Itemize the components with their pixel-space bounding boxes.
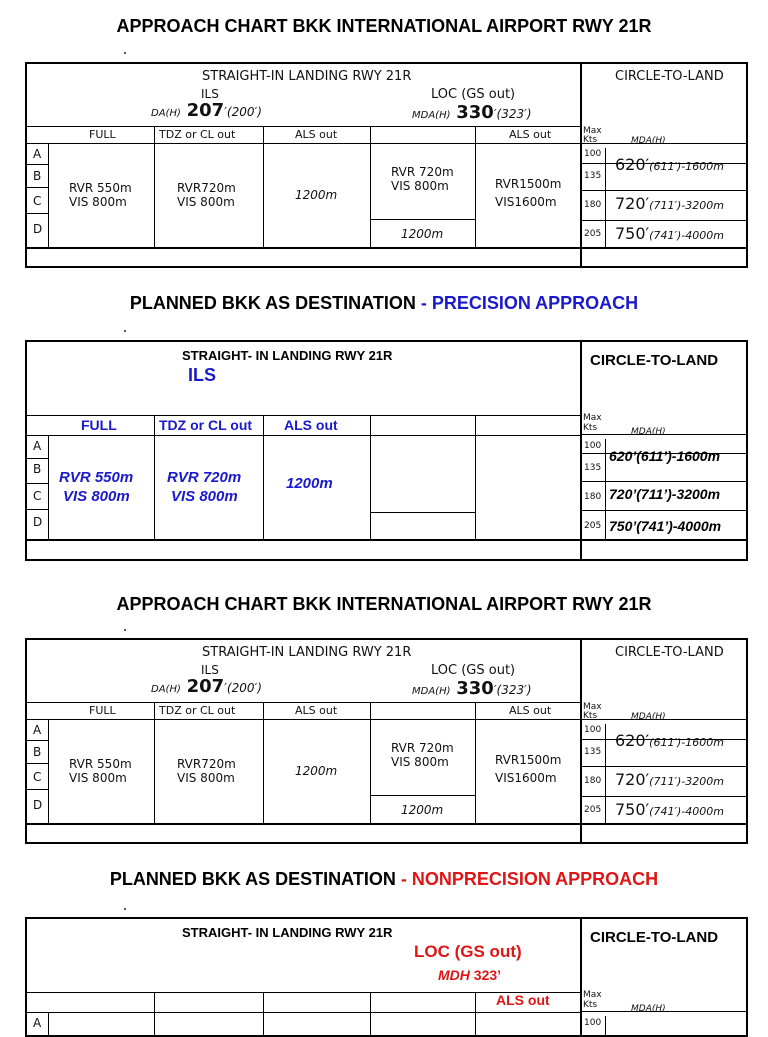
speed-100: 100 [584, 725, 602, 735]
loc-d-value: 1200m [401, 227, 444, 241]
category-a: A [33, 439, 42, 453]
category-a: A [33, 723, 42, 737]
kts-label: Kts [583, 1000, 598, 1010]
col-als-out-loc: ALS out [509, 704, 552, 717]
ctl-minimum-1: 620′(611′)-1600m [615, 731, 724, 750]
tdz-rvr: RVR720m [177, 181, 236, 195]
col-als-out: ALS out [295, 128, 338, 141]
nonprecision-heading: PLANNED BKK AS DESTINATION - NONPRECISION APPROACH [109, 869, 659, 889]
da-value: DA(H) 207′(200′) [151, 676, 262, 697]
speed-135: 135 [584, 747, 602, 757]
speed-100: 100 [584, 441, 602, 451]
ctl-mda-label: MDA(H) [631, 427, 666, 437]
category-a: A [33, 147, 42, 161]
ctl-minimum-2: 720’(711’)-3200m [609, 486, 721, 502]
circle-to-land-title: CIRCLE-TO-LAND [590, 929, 719, 946]
speed-180: 180 [584, 492, 602, 502]
ctl-mda-label: MDA(H) [631, 712, 666, 722]
circle-to-land-title: CIRCLE-TO-LAND [590, 352, 719, 369]
ils-label: ILS [201, 87, 219, 101]
category-d: D [33, 515, 43, 529]
dot-mark [124, 908, 126, 910]
loc-label: LOC (GS out) [414, 942, 522, 961]
ctl-minimum-3: 750’(741’)-4000m [609, 518, 722, 534]
chart-heading-1: APPROACH CHART BKK INTERNATIONAL AIRPORT RWY 21R [116, 16, 652, 36]
max-label: Max [583, 126, 602, 136]
precision-heading: PLANNED BKK AS DESTINATION - PRECISION APPROACH [129, 293, 639, 313]
approach-chart-1 [25, 62, 748, 268]
col-tdz: TDZ or CL out [159, 128, 236, 141]
col-full: FULL [89, 704, 116, 717]
max-label: Max [583, 990, 602, 1000]
category-c: C [33, 489, 42, 503]
speed-135: 135 [584, 463, 602, 473]
loc-label: LOC (GS out) [431, 663, 516, 678]
speed-205: 205 [584, 229, 602, 239]
speed-100: 100 [584, 149, 602, 159]
approach-chart-2 [25, 638, 748, 844]
mda-value: MDA(H) 330′(323′) [412, 678, 532, 699]
speed-205: 205 [584, 521, 602, 531]
circle-to-land-title: CIRCLE-TO-LAND [615, 69, 724, 84]
als-value: 1200m [295, 764, 338, 778]
dot-mark [124, 52, 126, 54]
nonprecision-chart [25, 917, 748, 1037]
tdz-vis: VIS 800m [177, 195, 235, 209]
ctl-minimum-3: 750′(741′)-4000m [615, 224, 724, 243]
als-value: 1200m [286, 475, 333, 492]
col-als-out-loc: ALS out [509, 128, 552, 141]
col-tdz: TDZ or CL out [159, 417, 253, 433]
tdz-vis: VIS 800m [177, 771, 235, 785]
kts-label: Kts [583, 711, 598, 721]
category-a: A [33, 1016, 42, 1030]
ctl-minimum-1: 620′(611′)-1600m [615, 155, 724, 174]
col-full: FULL [89, 128, 116, 141]
speed-205: 205 [584, 805, 602, 815]
ctl-minimum-2: 720′(711′)-3200m [615, 194, 724, 213]
speed-135: 135 [584, 171, 602, 181]
ctl-minimum-3: 750′(741′)-4000m [615, 800, 724, 819]
loc-als-rvr: RVR1500m [495, 177, 562, 191]
full-rvr: RVR 550m [69, 757, 132, 771]
loc-als-rvr: RVR1500m [495, 753, 562, 767]
full-vis: VIS 800m [69, 195, 127, 209]
max-label: Max [583, 702, 602, 712]
speed-180: 180 [584, 776, 602, 786]
mdh-value: MDH 323’ [438, 967, 502, 983]
speed-180: 180 [584, 200, 602, 210]
straight-in-title: STRAIGHT- IN LANDING RWY 21R [182, 925, 393, 940]
category-c: C [33, 194, 42, 208]
loc-als-vis: VIS1600m [495, 195, 557, 209]
category-d: D [33, 222, 43, 236]
category-d: D [33, 798, 43, 812]
full-vis: VIS 800m [69, 771, 127, 785]
loc-rvr: RVR 720m [391, 741, 454, 755]
tdz-vis: VIS 800m [171, 488, 238, 505]
category-b: B [33, 169, 42, 183]
loc-rvr: RVR 720m [391, 165, 454, 179]
ctl-mda-label: MDA(H) [631, 1004, 666, 1014]
kts-label: Kts [583, 135, 598, 145]
loc-label: LOC (GS out) [431, 87, 516, 102]
ils-label: ILS [201, 663, 219, 677]
chart-heading-2: APPROACH CHART BKK INTERNATIONAL AIRPORT RWY 21R [116, 594, 652, 614]
max-label: Max [583, 413, 602, 423]
dot-mark [124, 330, 126, 332]
category-b: B [33, 462, 42, 476]
col-tdz: TDZ or CL out [159, 704, 236, 717]
col-als-out: ALS out [295, 704, 338, 717]
category-c: C [33, 770, 42, 784]
full-vis: VIS 800m [63, 488, 130, 505]
mda-value: MDA(H) 330′(323′) [412, 102, 532, 123]
col-als-out: ALS out [284, 417, 338, 433]
loc-vis: VIS 800m [391, 179, 449, 193]
dot-mark [124, 629, 126, 631]
tdz-rvr: RVR720m [177, 757, 236, 771]
loc-vis: VIS 800m [391, 755, 449, 769]
loc-d-value: 1200m [401, 803, 444, 817]
straight-in-title: STRAIGHT-IN LANDING RWY 21R [202, 645, 412, 660]
circle-to-land-title: CIRCLE-TO-LAND [615, 645, 724, 660]
tdz-rvr: RVR 720m [167, 469, 242, 486]
precision-chart [25, 340, 748, 561]
full-rvr: RVR 550m [59, 469, 134, 486]
loc-als-vis: VIS1600m [495, 771, 557, 785]
straight-in-title: STRAIGHT- IN LANDING RWY 21R [182, 348, 393, 363]
col-full: FULL [81, 417, 117, 433]
ctl-mda-label: MDA(H) [631, 136, 666, 146]
col-als-out: ALS out [496, 992, 550, 1008]
full-rvr: RVR 550m [69, 181, 132, 195]
straight-in-title: STRAIGHT-IN LANDING RWY 21R [202, 69, 412, 84]
da-value: DA(H) 207′(200′) [151, 100, 262, 121]
ils-label: ILS [188, 365, 217, 385]
ctl-minimum-1: 620’(611’)-1600m [609, 448, 721, 464]
kts-label: Kts [583, 423, 598, 433]
speed-100: 100 [584, 1018, 602, 1028]
category-b: B [33, 745, 42, 759]
als-value: 1200m [295, 188, 338, 202]
ctl-minimum-2: 720′(711′)-3200m [615, 770, 724, 789]
